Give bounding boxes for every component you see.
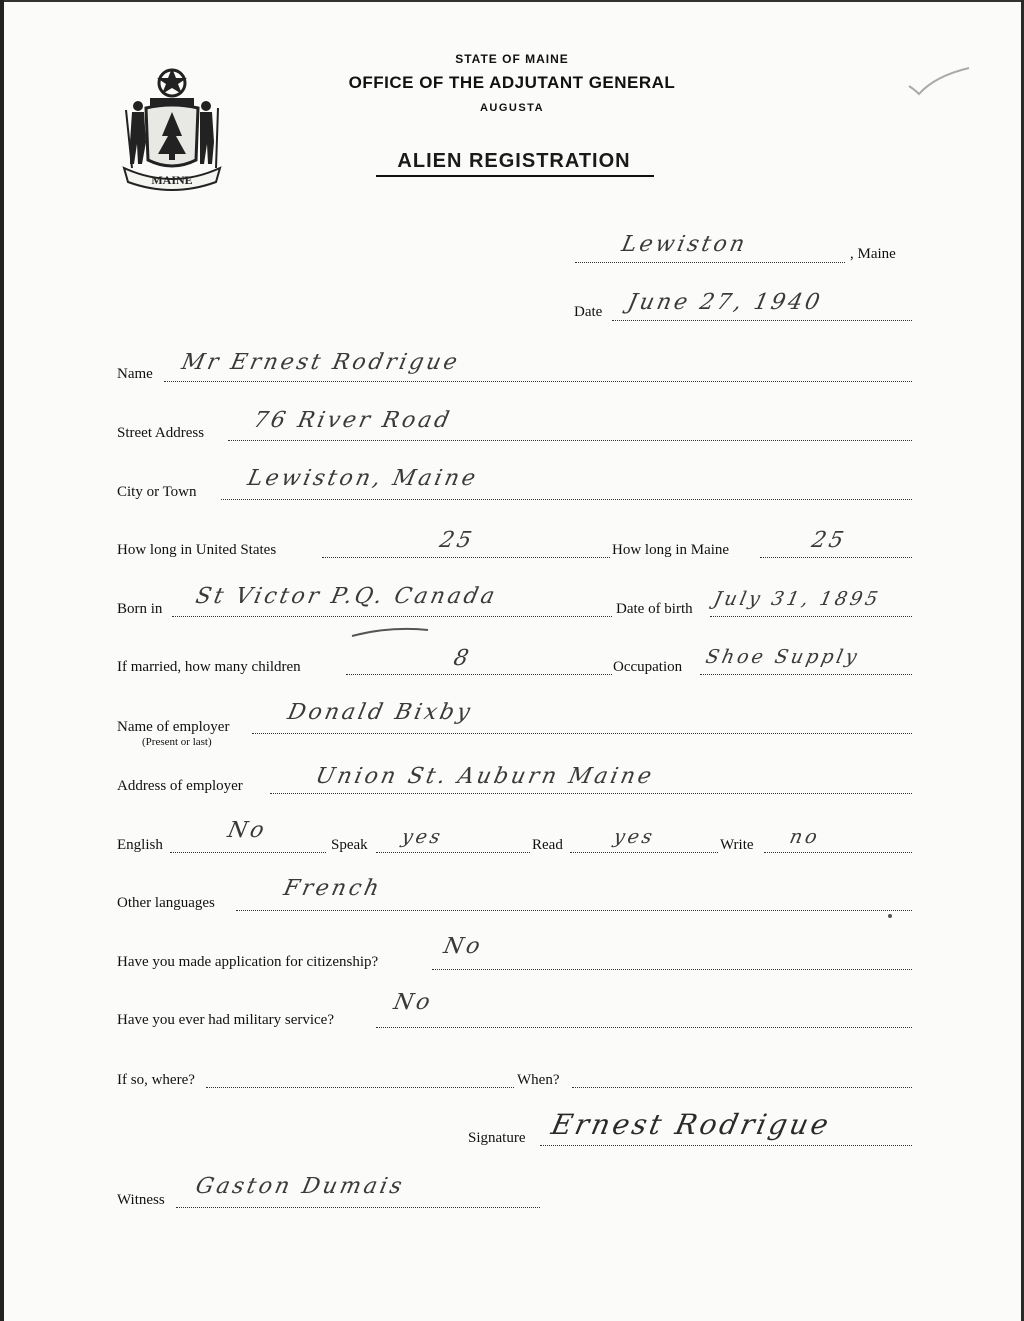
street-label: Street Address: [117, 425, 205, 441]
when-label: When?: [517, 1072, 560, 1088]
witness-label: Witness: [117, 1192, 165, 1208]
check-mark-icon: [905, 64, 973, 100]
date-label: Date: [574, 304, 603, 320]
city-label: City or Town: [117, 484, 197, 500]
occupation-value: Shoe Supply: [703, 646, 862, 668]
citizenship-label: Have you made application for citizenship?: [117, 954, 379, 970]
military-line: [376, 1027, 912, 1028]
name-value: Mr Ernest Rodrigue: [179, 350, 463, 375]
employer-label: Name of employer: [117, 719, 230, 735]
signature-label: Signature: [468, 1130, 526, 1146]
witness-value: Gaston Dumais: [193, 1174, 408, 1199]
military-value: No: [391, 990, 436, 1015]
ink-dot: [888, 914, 892, 918]
occupation-label: Occupation: [613, 659, 683, 675]
read-label: Read: [532, 837, 563, 853]
write-value: no: [787, 826, 823, 848]
occupation-line: [700, 674, 912, 675]
date-line: [612, 320, 912, 321]
header-state: STATE OF MAINE: [455, 52, 569, 66]
name-line: [164, 381, 912, 382]
dob-line: [710, 616, 912, 617]
witness-line: [176, 1207, 540, 1208]
other-lang-value: French: [281, 876, 385, 901]
maine-label: How long in Maine: [612, 542, 730, 558]
title-underline: [376, 175, 654, 177]
military-label: Have you ever had military service?: [117, 1012, 334, 1028]
signature-line: [540, 1145, 912, 1146]
children-value: 8: [451, 646, 474, 671]
us-label: How long in United States: [117, 542, 277, 558]
english-value: No: [225, 818, 270, 843]
page-edge-top: [0, 0, 1024, 2]
english-label: English: [117, 837, 163, 853]
maine-line: [760, 557, 912, 558]
us-value: 25: [437, 528, 477, 553]
dob-label: Date of birth: [616, 601, 693, 617]
employer-addr-line: [270, 793, 912, 794]
born-label: Born in: [117, 601, 163, 617]
page-edge-left: [0, 0, 4, 1321]
write-label: Write: [720, 837, 754, 853]
children-line: [346, 674, 612, 675]
form-title: ALIEN REGISTRATION: [397, 150, 631, 172]
employer-sublabel: (Present or last): [142, 736, 212, 748]
born-value: St Victor P.Q. Canada: [193, 584, 500, 609]
date-value: June 27, 1940: [625, 290, 825, 315]
employer-line: [252, 733, 912, 734]
where-label: If so, where?: [117, 1072, 195, 1088]
employer-value: Donald Bixby: [285, 700, 476, 725]
citizenship-line: [432, 969, 912, 970]
employer-addr-label: Address of employer: [117, 778, 243, 794]
underline-stroke: [350, 624, 430, 640]
citizenship-value: No: [441, 934, 486, 959]
us-line: [322, 557, 610, 558]
signature-value: Ernest Rodrigue: [548, 1108, 835, 1141]
employer-addr-value: Union St. Auburn Maine: [313, 764, 657, 789]
place-value: Lewiston: [619, 232, 750, 257]
born-line: [172, 616, 612, 617]
write-line: [764, 852, 912, 853]
city-line: [221, 499, 912, 500]
header-office: OFFICE OF THE ADJUTANT GENERAL: [348, 73, 676, 92]
english-line: [170, 852, 326, 853]
street-line: [228, 440, 912, 441]
speak-value: yes: [399, 826, 446, 848]
read-line: [570, 852, 718, 853]
children-label: If married, how many children: [117, 659, 301, 675]
where-line: [206, 1087, 514, 1088]
speak-line: [376, 852, 530, 853]
city-value: Lewiston, Maine: [245, 466, 481, 491]
maine-value: 25: [809, 528, 849, 553]
dob-value: July 31, 1895: [711, 588, 883, 610]
street-value: 76 River Road: [251, 408, 455, 433]
read-value: yes: [611, 826, 658, 848]
when-line: [572, 1087, 912, 1088]
header-city: AUGUSTA: [479, 102, 545, 114]
place-suffix: , Maine: [850, 246, 896, 262]
svg-text:MAINE: MAINE: [151, 173, 193, 187]
other-lang-line: [236, 910, 912, 911]
other-lang-label: Other languages: [117, 895, 215, 911]
place-line: [575, 262, 845, 263]
speak-label: Speak: [331, 837, 368, 853]
name-label: Name: [117, 366, 153, 382]
